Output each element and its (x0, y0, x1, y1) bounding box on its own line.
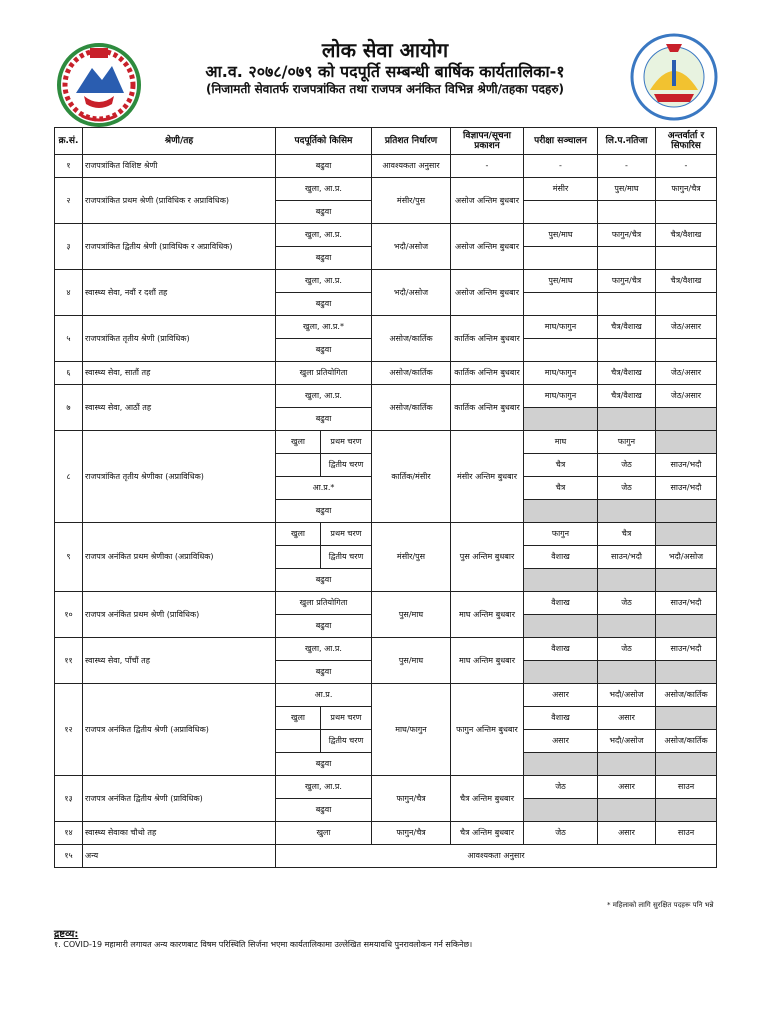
cell-result: जेठ (598, 592, 656, 615)
cell-exam: माघ/फागुन (524, 385, 598, 408)
cell-exam: पुस/माघ (524, 270, 598, 293)
cell-adv: मंसीर अन्तिम बुधबार (451, 431, 524, 523)
cell-category: राजपत्र अनंकित प्रथम श्रेणीका (अप्राविधिक) (83, 523, 276, 592)
cell-percent: कार्तिक/मंसीर (372, 431, 451, 523)
cell-empty (598, 339, 656, 362)
cell-adv: कार्तिक अन्तिम बुधबार (451, 362, 524, 385)
cell-result: चैत्र/वैशाख (598, 362, 656, 385)
col-header: क्र.सं. (55, 128, 83, 155)
cell-sn: १३ (55, 776, 83, 822)
cell-result: पुस/माघ (598, 178, 656, 201)
cell-shaded (598, 408, 656, 431)
cell-percent: आवश्यकता अनुसार (372, 155, 451, 178)
col-header: प्रतिशत निर्धारण (372, 128, 451, 155)
cell-interview: साउन/भदौ (656, 477, 717, 500)
cell-open: खुला (276, 431, 321, 453)
cell-exam: पुस/माघ (524, 224, 598, 247)
cell-sn: १५ (55, 845, 83, 868)
cell-category: स्वास्थ्य सेवा, सातौं तह (83, 362, 276, 385)
cell-type: खुला, आ.प्र. (276, 385, 372, 408)
cell-percent: फागुन/चैत्र (372, 822, 451, 845)
cell-exam: माघ (524, 431, 598, 454)
table-row (55, 385, 717, 408)
cell-open: खुला (276, 707, 321, 729)
cell-result: फागुन/चैत्र (598, 270, 656, 293)
cell-exam: वैशाख (524, 707, 598, 730)
cell-category: राजपत्र अनंकित प्रथम श्रेणी (प्राविधिक) (83, 592, 276, 638)
page-subtitle-2: (निजामती सेवातर्फ राजपत्रांकित तथा राजपत्र अनंकित विभिन्न श्रेणी/तहका पदहरु) (206, 82, 564, 96)
cell-exam: असार (524, 684, 598, 707)
cell-type: बढुवा (276, 500, 372, 523)
cell-result: जेठ (598, 477, 656, 500)
cell-shaded (656, 569, 717, 592)
cell-interview: असोज/कार्तिक (656, 730, 717, 753)
cell-phase: प्रथम चरण (330, 713, 362, 722)
cell-result: साउन/भदौ (598, 546, 656, 569)
cell-shaded (598, 753, 656, 776)
cell-interview: जेठ/असार (656, 362, 717, 385)
cell-type-split (276, 546, 372, 569)
cell-exam: माघ/फागुन (524, 362, 598, 385)
cell-type: बढुवा (276, 201, 372, 224)
table-row (55, 822, 717, 845)
cell-percent: असोज/कार्तिक (372, 362, 451, 385)
cell-percent: मंसीर/पुस (372, 523, 451, 592)
cell-shaded (656, 500, 717, 523)
cell-shaded (524, 408, 598, 431)
cell-percent: असोज/कार्तिक (372, 316, 451, 362)
table-row (55, 431, 717, 454)
cell-shaded (656, 615, 717, 638)
col-header: अन्तर्वार्ता र सिफारिस (656, 128, 717, 155)
psc-seal-icon (630, 32, 718, 122)
table-row (55, 638, 717, 661)
cell-empty (656, 247, 717, 270)
cell-phase: द्वितीय चरण (328, 552, 364, 561)
cell-type: बढुवा (276, 753, 372, 776)
notes-heading: द्रष्टव्य: (54, 929, 79, 940)
cell-empty (598, 247, 656, 270)
cell-category: राजपत्रांकित विशिष्ट श्रेणी (83, 155, 276, 178)
cell-shaded (598, 500, 656, 523)
schedule-table (54, 127, 717, 868)
cell-category: राजपत्रांकित तृतीय श्रेणीका (अप्राविधिक) (83, 431, 276, 523)
cell-empty (656, 293, 717, 316)
cell-shaded (656, 431, 717, 454)
cell-exam: जेठ (524, 822, 598, 845)
table-row (55, 592, 717, 615)
cell-type: बढुवा (276, 661, 372, 684)
cell-result: असार (598, 707, 656, 730)
cell-exam: माघ/फागुन (524, 316, 598, 339)
cell-phase: प्रथम चरण (330, 437, 362, 446)
cell-sn: ६ (55, 362, 83, 385)
cell-percent: असोज/कार्तिक (372, 385, 451, 431)
table-row (55, 362, 717, 385)
cell-sn: २ (55, 178, 83, 224)
cell-exam: वैशाख (524, 546, 598, 569)
table-row (55, 684, 717, 707)
cell-type-split (276, 431, 372, 454)
table-row (55, 270, 717, 293)
cell-type: बढुवा (276, 799, 372, 822)
cell-sn: ५ (55, 316, 83, 362)
cell-shaded (656, 661, 717, 684)
cell-result: असार (598, 776, 656, 799)
cell-category: राजपत्र अनंकित द्वितीय श्रेणी (प्राविधिक) (83, 776, 276, 822)
cell-sn: ११ (55, 638, 83, 684)
cell-interview: साउन (656, 822, 717, 845)
cell-category: स्वास्थ्य सेवा, पाँचौं तह (83, 638, 276, 684)
cell-result: चैत्र/वैशाख (598, 316, 656, 339)
cell-open-empty (276, 730, 321, 752)
col-header: पदपूर्तिको किसिम (276, 128, 372, 155)
cell-type: खुला (276, 822, 372, 845)
cell-interview: चैत्र/वैशाख (656, 224, 717, 247)
cell-adv: कार्तिक अन्तिम बुधबार (451, 316, 524, 362)
cell-interview: फागुन/चैत्र (656, 178, 717, 201)
cell-adv: - (451, 155, 524, 178)
cell-adv: पुस अन्तिम बुधबार (451, 523, 524, 592)
cell-adv: असोज अन्तिम बुधबार (451, 270, 524, 316)
cell-empty (524, 339, 598, 362)
cell-interview: चैत्र/वैशाख (656, 270, 717, 293)
cell-shaded (524, 569, 598, 592)
col-header: लि.प.नतिजा (598, 128, 656, 155)
cell-percent: भदौ/असोज (372, 270, 451, 316)
cell-shaded (524, 615, 598, 638)
cell-result: जेठ (598, 638, 656, 661)
cell-phase: प्रथम चरण (330, 529, 362, 538)
cell-sn: ९ (55, 523, 83, 592)
cell-category: स्वास्थ्य सेवाका चौथो तह (83, 822, 276, 845)
cell-shaded (656, 753, 717, 776)
cell-exam: - (524, 155, 598, 178)
table-row (55, 224, 717, 247)
cell-adv: असोज अन्तिम बुधबार (451, 224, 524, 270)
cell-shaded (524, 753, 598, 776)
cell-interview: साउन/भदौ (656, 638, 717, 661)
table-row (55, 776, 717, 799)
col-header: विज्ञापन/सूचना प्रकाशन (451, 128, 524, 155)
table-row (55, 178, 717, 201)
cell-result: भदौ/असोज (598, 684, 656, 707)
cell-sn: ४ (55, 270, 83, 316)
cell-type: खुला, आ.प्र. (276, 224, 372, 247)
cell-type: बढुवा (276, 247, 372, 270)
cell-shaded (598, 661, 656, 684)
col-header: श्रेणी/तह (83, 128, 276, 155)
cell-category: अन्य (83, 845, 276, 868)
cell-empty (656, 201, 717, 224)
cell-result: असार (598, 822, 656, 845)
cell-exam: वैशाख (524, 592, 598, 615)
cell-empty (656, 339, 717, 362)
cell-interview: असोज/कार्तिक (656, 684, 717, 707)
cell-exam: फागुन (524, 523, 598, 546)
cell-interview: भदौ/असोज (656, 546, 717, 569)
cell-result: चैत्र (598, 523, 656, 546)
cell-category: स्वास्थ्य सेवा, आठौं तह (83, 385, 276, 431)
cell-interview: - (656, 155, 717, 178)
cell-result: फागुन (598, 431, 656, 454)
cell-result: चैत्र/वैशाख (598, 385, 656, 408)
cell-type: खुला, आ.प्र. (276, 776, 372, 799)
cell-interview: साउन/भदौ (656, 454, 717, 477)
notes-line: १. COVID-19 महामारी लगायत अन्य कारणबाट विषम परिस्थिति सिर्जना भएमा कार्यतालिकामा उल्लेखित समयावधि पुनरावलोकन गर्न सकिनेछ। (54, 940, 473, 949)
cell-type: बढुवा (276, 155, 372, 178)
cell-empty (598, 201, 656, 224)
cell-adv: माघ अन्तिम बुधबार (451, 638, 524, 684)
cell-percent: पुस/माघ (372, 592, 451, 638)
cell-exam: चैत्र (524, 454, 598, 477)
table-row (55, 523, 717, 546)
cell-percent: मंसीर/पुस (372, 178, 451, 224)
cell-adv: माघ अन्तिम बुधबार (451, 592, 524, 638)
cell-sn: ८ (55, 431, 83, 523)
cell-adv: फागुन अन्तिम बुधबार (451, 684, 524, 776)
page-subtitle: आ.व. २०७८/०७९ को पदपूर्ति सम्बन्धी बार्षिक कार्यतालिका-१ (205, 62, 565, 81)
cell-type: खुला, आ.प्र. (276, 178, 372, 201)
cell-shaded (598, 799, 656, 822)
cell-shaded (524, 799, 598, 822)
cell-phase: द्वितीय चरण (328, 460, 364, 469)
cell-shaded (598, 615, 656, 638)
cell-result: फागुन/चैत्र (598, 224, 656, 247)
cell-sn: १४ (55, 822, 83, 845)
cell-type-split (276, 523, 372, 546)
cell-exam: वैशाख (524, 638, 598, 661)
cell-shaded (656, 523, 717, 546)
cell-type: खुला प्रतियोगिता (276, 592, 372, 615)
cell-result: जेठ (598, 454, 656, 477)
cell-result: भदौ/असोज (598, 730, 656, 753)
cell-interview: जेठ/असार (656, 316, 717, 339)
cell-empty (524, 293, 598, 316)
table-row (55, 845, 717, 868)
cell-interview: जेठ/असार (656, 385, 717, 408)
cell-type: खुला, आ.प्र.* (276, 316, 372, 339)
cell-empty (524, 247, 598, 270)
table-footnote: * महिलाको लागि सुरक्षित पदहरू पनि भन्ने (607, 901, 714, 909)
cell-sn: १० (55, 592, 83, 638)
cell-shaded (524, 661, 598, 684)
page-title: लोक सेवा आयोग (321, 38, 449, 62)
cell-result: - (598, 155, 656, 178)
cell-category: राजपत्रांकित प्रथम श्रेणी (प्राविधिक र अप्राविधिक) (83, 178, 276, 224)
cell-open-empty (276, 454, 321, 476)
cell-category: स्वास्थ्य सेवा, नवौं र दशौं तह (83, 270, 276, 316)
cell-type: बढुवा (276, 408, 372, 431)
table-row (55, 316, 717, 339)
cell-percent: माघ/फागुन (372, 684, 451, 776)
cell-sn: १२ (55, 684, 83, 776)
cell-interview: साउन/भदौ (656, 592, 717, 615)
cell-percent: भदौ/असोज (372, 224, 451, 270)
cell-percent: पुस/माघ (372, 638, 451, 684)
cell-category: राजपत्र अनंकित द्वितीय श्रेणी (अप्राविधिक) (83, 684, 276, 776)
cell-percent: फागुन/चैत्र (372, 776, 451, 822)
cell-type: खुला, आ.प्र. (276, 638, 372, 661)
cell-exam: जेठ (524, 776, 598, 799)
cell-exam: मंसीर (524, 178, 598, 201)
cell-type-split (276, 707, 372, 730)
cell-type: बढुवा (276, 569, 372, 592)
cell-adv: कार्तिक अन्तिम बुधबार (451, 385, 524, 431)
cell-type-split (276, 454, 372, 477)
cell-empty (598, 293, 656, 316)
cell-open-empty (276, 546, 321, 568)
cell-shaded (598, 569, 656, 592)
cell-merged: आवश्यकता अनुसार (276, 845, 717, 868)
cell-adv: चैत्र अन्तिम बुधबार (451, 822, 524, 845)
cell-shaded (656, 707, 717, 730)
col-header: परीक्षा सञ्चालन (524, 128, 598, 155)
cell-type: बढुवा (276, 615, 372, 638)
cell-type: खुला, आ.प्र. (276, 270, 372, 293)
cell-interview: साउन (656, 776, 717, 799)
cell-type: बढुवा (276, 339, 372, 362)
cell-adv: चैत्र अन्तिम बुधबार (451, 776, 524, 822)
cell-category: राजपत्रांकित तृतीय श्रेणी (प्राविधिक) (83, 316, 276, 362)
cell-shaded (656, 799, 717, 822)
cell-type: खुला प्रतियोगिता (276, 362, 372, 385)
cell-exam: चैत्र (524, 477, 598, 500)
cell-sn: १ (55, 155, 83, 178)
cell-empty (524, 201, 598, 224)
cell-type: आ.प्र. (276, 684, 372, 707)
nepal-emblem-icon (54, 38, 144, 128)
cell-adv: असोज अन्तिम बुधबार (451, 178, 524, 224)
cell-open: खुला (276, 523, 321, 545)
cell-shaded (656, 408, 717, 431)
cell-sn: ३ (55, 224, 83, 270)
cell-sn: ७ (55, 385, 83, 431)
cell-exam: असार (524, 730, 598, 753)
cell-category: राजपत्रांकित द्वितीय श्रेणी (प्राविधिक र अप्राविधिक) (83, 224, 276, 270)
table-row (55, 155, 717, 178)
page-header (0, 28, 768, 128)
table-header-row (55, 128, 717, 155)
cell-shaded (524, 500, 598, 523)
cell-phase: द्वितीय चरण (328, 736, 364, 745)
cell-type: बढुवा (276, 293, 372, 316)
cell-type-split (276, 730, 372, 753)
cell-type: आ.प्र.* (276, 477, 372, 500)
